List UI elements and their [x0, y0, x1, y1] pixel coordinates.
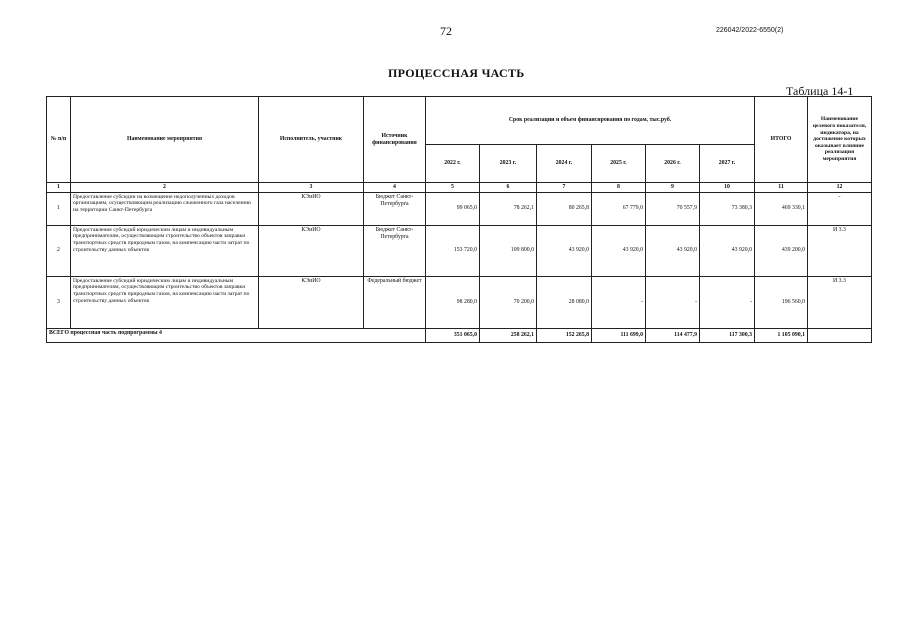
row-value: 43 920,0 [592, 225, 646, 276]
total-value: 114 477,9 [646, 328, 700, 342]
row-total: 196 560,0 [755, 276, 808, 328]
table-label: Таблица 14-1 [786, 84, 854, 98]
row-name: Предоставление субсидий юридическим лицам и индивидуальным предпринимателям, осуществляющим строительство объектов заправки транспортных средств природным газом, на компенсацию части затрат по строительству данных объектов [71, 225, 259, 276]
row-indicator: И 3.3 [808, 276, 872, 328]
header-name: Наименование мероприятия [71, 97, 259, 183]
row-executor: КЭиИО [259, 192, 364, 225]
row-value: 28 080,0 [537, 276, 592, 328]
column-index: 2 [71, 183, 259, 193]
column-index: 9 [646, 183, 700, 193]
total-value: 152 265,8 [537, 328, 592, 342]
row-value: 67 779,0 [592, 192, 646, 225]
process-table [46, 96, 872, 343]
header-year: 2023 г. [480, 145, 537, 183]
header-year: 2022 г. [426, 145, 480, 183]
row-value: - [700, 276, 755, 328]
header-period-group: Срок реализации и объем финансирования по годам, тыс.руб. [426, 97, 755, 145]
row-value: 98 280,0 [426, 276, 480, 328]
row-name: Предоставление субсидии на возмещение недополученных доходов организациям, осуществляющим реализацию сжиженного газа населению на территории Санкт-Петербурга [71, 192, 259, 225]
row-source: Бюджет Санкт-Петербурга [364, 225, 426, 276]
row-value: - [646, 276, 700, 328]
row-num: 1 [47, 192, 71, 225]
header-year: 2027 г. [700, 145, 755, 183]
row-value: 70 557,9 [646, 192, 700, 225]
header-year: 2025 г. [592, 145, 646, 183]
row-value: 80 265,8 [537, 192, 592, 225]
column-index: 4 [364, 183, 426, 193]
page-number: 72 [440, 24, 452, 38]
column-index: 7 [537, 183, 592, 193]
column-index: 1 [47, 183, 71, 193]
row-value: 78 262,1 [480, 192, 537, 225]
table-row [47, 225, 872, 276]
table-row [47, 192, 872, 225]
header-executor: Исполнитель, участник [259, 97, 364, 183]
row-value: 153 720,0 [426, 225, 480, 276]
column-index: 11 [755, 183, 808, 193]
row-value: 70 200,0 [480, 276, 537, 328]
row-value: 43 920,0 [646, 225, 700, 276]
total-value: 258 262,1 [480, 328, 537, 342]
row-value: 73 380,3 [700, 192, 755, 225]
header-indicator: Наименование целевого показателя, индикатора, на достижение которых оказывает влияние реализация мероприятия [808, 97, 872, 183]
row-value: 43 920,0 [700, 225, 755, 276]
column-index-row [47, 183, 872, 193]
row-num: 3 [47, 276, 71, 328]
row-executor: КЭиИО [259, 276, 364, 328]
row-value: 99 065,0 [426, 192, 480, 225]
row-num: 2 [47, 225, 71, 276]
row-executor: КЭиИО [259, 225, 364, 276]
column-index: 10 [700, 183, 755, 193]
document-code: 226042/2022-6550(2) [716, 27, 784, 34]
row-value: - [592, 276, 646, 328]
total-label: ВСЕГО процессная часть подпрограммы 4 [47, 328, 426, 342]
header-total: ИТОГО [755, 97, 808, 183]
row-value: 109 800,0 [480, 225, 537, 276]
header-year: 2026 г. [646, 145, 700, 183]
row-indicator: И 3.3 [808, 225, 872, 276]
column-index: 8 [592, 183, 646, 193]
column-index: 5 [426, 183, 480, 193]
total-indicator [808, 328, 872, 342]
column-index: 12 [808, 183, 872, 193]
section-title: ПРОЦЕССНАЯ ЧАСТЬ [388, 66, 525, 80]
row-total: 439 200,0 [755, 225, 808, 276]
total-value: 111 699,0 [592, 328, 646, 342]
total-value: 351 065,0 [426, 328, 480, 342]
header-year: 2024 г. [537, 145, 592, 183]
row-value: 43 920,0 [537, 225, 592, 276]
column-index: 3 [259, 183, 364, 193]
column-index: 6 [480, 183, 537, 193]
row-source: Федеральный бюджет [364, 276, 426, 328]
row-source: Бюджет Санкт-Петербурга [364, 192, 426, 225]
total-row [47, 328, 872, 342]
header-num: № п/п [47, 97, 71, 183]
row-indicator: - [808, 192, 872, 225]
row-name: Предоставление субсидий юридическим лицам и индивидуальным предпринимателям, осуществляющим строительство объектов заправки транспортных средств природным газом, на компенсацию части затрат по строительству данных объектов [71, 276, 259, 328]
row-total: 469 330,1 [755, 192, 808, 225]
header-source: Источник финансирования [364, 97, 426, 183]
grand-total: 1 105 090,1 [755, 328, 808, 342]
table-row [47, 276, 872, 328]
total-value: 117 300,3 [700, 328, 755, 342]
